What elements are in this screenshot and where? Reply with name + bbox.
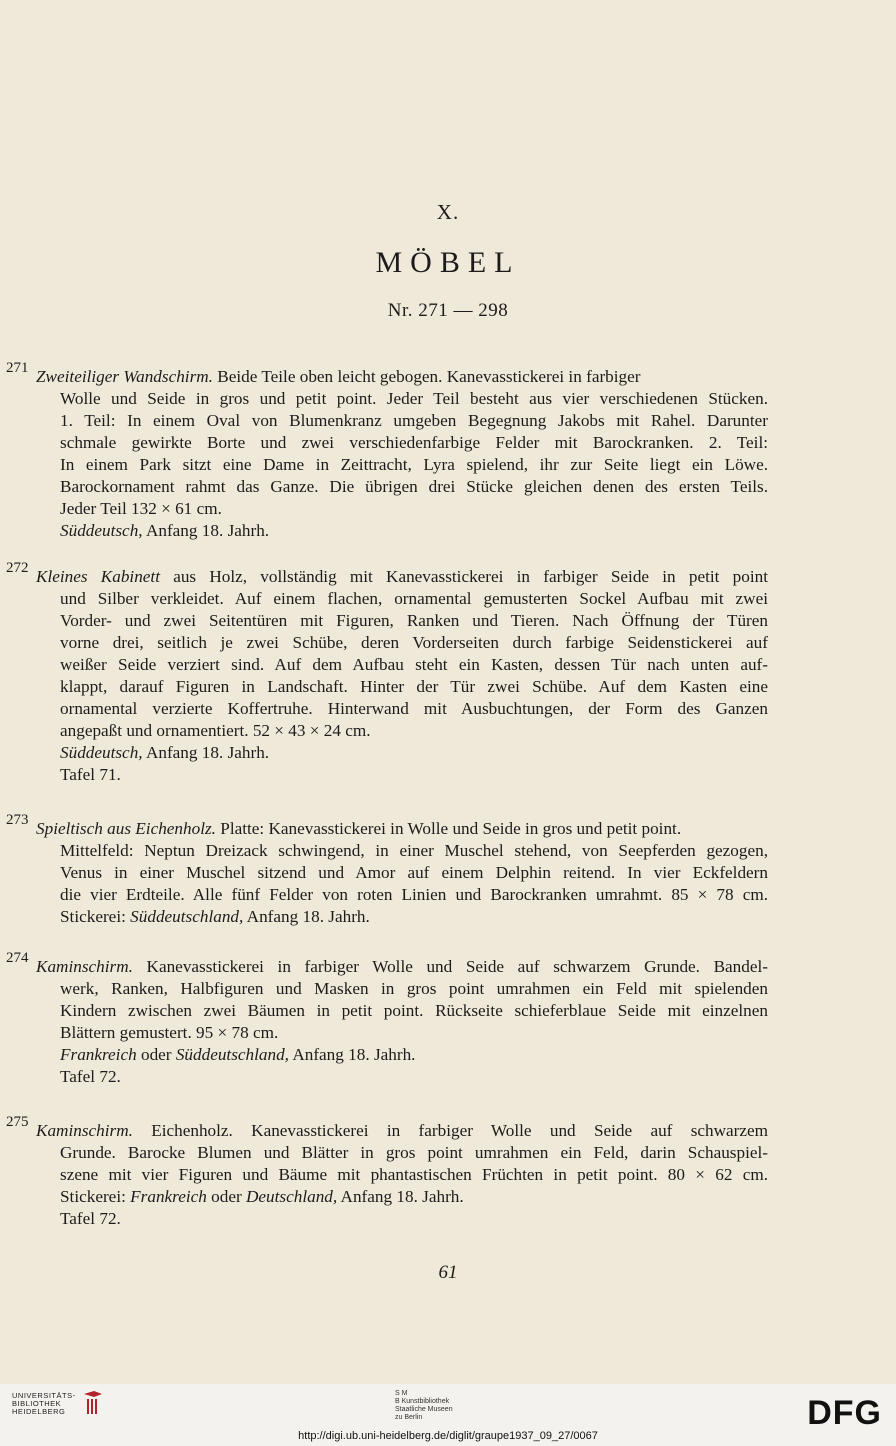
entry-line: szene mit vier Figuren und Bäume mit phantastischen Früchten in petit point. 80 × 62 cm. bbox=[60, 1165, 768, 1184]
entry-line: Tafel 72. bbox=[60, 1209, 121, 1228]
entry-line: Spieltisch aus Eichenholz. Platte: Kanevasstickerei in Wolle und Seide in gros und petit point. bbox=[36, 819, 682, 838]
page-number: 61 bbox=[438, 1262, 458, 1283]
entry-line: Kaminschirm. Kanevasstickerei in farbiger Wolle und Seide auf schwarzem Grunde. Bandel- bbox=[36, 957, 768, 976]
university-library-logo[interactable] bbox=[12, 1392, 76, 1416]
entry-line: Süddeutsch, Anfang 18. Jahrh. bbox=[60, 521, 270, 540]
entry-line: In einem Park sitzt eine Dame in Zeittracht, Lyra spielend, ihr zur Seite liegt ein Löwe. bbox=[60, 455, 768, 474]
entry-italic-term: Süddeutschland, bbox=[175, 1045, 289, 1064]
chapter-number: X. bbox=[436, 200, 460, 224]
entry-line: Stickerei: Frankreich oder Deutschland, Anfang 18. Jahrh. bbox=[60, 1187, 464, 1206]
entry-line: Süddeutsch, Anfang 18. Jahrh. bbox=[60, 743, 270, 762]
chapter-title: MÖBEL bbox=[375, 246, 521, 279]
entry-line: schmale gewirkte Borte und zwei verschiedenfarbige Felder mit Barockranken. 2. Teil: bbox=[60, 433, 768, 452]
entry-italic-term: Süddeutschland, bbox=[130, 907, 244, 926]
entry-italic-term: Kaminschirm. bbox=[36, 1121, 133, 1140]
entry-line: 1. Teil: In einem Oval von Blumenkranz umgeben Begegnung Jakobs mit Rahel. Darunter bbox=[60, 411, 768, 430]
dfg-logo[interactable]: DFG bbox=[807, 1394, 882, 1432]
entry-line: Tafel 71. bbox=[60, 765, 121, 784]
entry-line: Blättern gemustert. 95 × 78 cm. bbox=[60, 1023, 279, 1042]
entry-line: weißer Seide verziert sind. Auf dem Aufbau steht ein Kasten, dessen Tür nach unten auf- bbox=[60, 655, 768, 674]
entry-line: Kleines Kabinett aus Holz, vollständig mit Kanevasstickerei in farbiger Seide in petit point bbox=[36, 567, 768, 586]
entry-italic-term: Kleines Kabinett bbox=[36, 567, 160, 586]
entry-italic-term: Süddeutsch, bbox=[60, 521, 143, 540]
university-logo-line: HEIDELBERG bbox=[12, 1407, 66, 1416]
smb-logo-line: B Kunstbibliothek bbox=[395, 1398, 450, 1405]
entry-italic-term: Frankreich bbox=[130, 1187, 207, 1206]
university-logo-line: BIBLIOTHEK bbox=[12, 1399, 62, 1408]
university-mark-icon bbox=[82, 1390, 104, 1416]
entry-line: Vorder- und zwei Seitentüren mit Figuren, Ranken und Tieren. Nach Öffnung der Türen bbox=[60, 611, 768, 630]
entry-line: klappt, darauf Figuren in Landschaft. Hinter der Tür zwei Schübe. Auf dem Kasten eine bbox=[60, 677, 768, 696]
chapter-range: Nr. 271 — 298 bbox=[387, 300, 509, 321]
entry-line: Wolle und Seide in gros und petit point. Jeder Teil besteht aus vier verschiedenen Stücken. bbox=[60, 389, 768, 408]
entry-line: Tafel 72. bbox=[60, 1067, 121, 1086]
entry-italic-term: Süddeutsch, bbox=[60, 743, 143, 762]
entry-number: 271 bbox=[6, 360, 29, 376]
smb-logo-line: Staatliche Museen bbox=[395, 1406, 453, 1413]
entry-italic-term: Deutschland, bbox=[246, 1187, 338, 1206]
smb-logo[interactable] bbox=[395, 1390, 453, 1422]
entry-number: 273 bbox=[6, 812, 29, 828]
entry-line: Venus in einer Muschel sitzend und Amor auf einem Delphin reitend. In vier Eckfeldern bbox=[60, 863, 768, 882]
entry-line: Kaminschirm. Eichenholz. Kanevasstickerei in farbiger Wolle und Seide auf schwarzem bbox=[36, 1121, 768, 1140]
entry-line: Stickerei: Süddeutschland, Anfang 18. Jahrh. bbox=[60, 907, 370, 926]
entry-line: Mittelfeld: Neptun Dreizack schwingend, in einer Muschel stehend, von Seepferden gezogen, bbox=[60, 841, 768, 860]
university-logo-line: UNIVERSITÄTS- bbox=[12, 1391, 76, 1400]
entry-line: die vier Erdteile. Alle fünf Felder von roten Linien und Barockranken umrahmt. 85 × 78 cm. bbox=[60, 885, 768, 904]
entry-italic-term: Zweiteiliger Wandschirm. bbox=[36, 367, 213, 386]
smb-logo-line: zu Berlin bbox=[395, 1414, 423, 1421]
permalink-url[interactable]: http://digi.ub.uni-heidelberg.de/diglit/graupe1937_09_27/0067 bbox=[298, 1430, 598, 1442]
entry-line: Barockornament rahmt das Ganze. Die übrigen drei Stücke gleichen denen des ersten Teils. bbox=[60, 477, 768, 496]
footer-bar bbox=[0, 1384, 896, 1446]
entry-line: werk, Ranken, Halbfiguren und Masken in gros point umrahmen ein Feld mit spielenden bbox=[60, 979, 768, 998]
entry-number: 272 bbox=[6, 560, 29, 576]
entry-line: Jeder Teil 132 × 61 cm. bbox=[60, 499, 222, 518]
entry-line: Frankreich oder Süddeutschland, Anfang 18. Jahrh. bbox=[60, 1045, 416, 1064]
entry-line: Grunde. Barocke Blumen und Blätter in gros point umrahmen ein Feld, darin Schauspiel- bbox=[60, 1143, 768, 1162]
smb-logo-line: S M bbox=[395, 1390, 408, 1397]
entry-italic-term: Kaminschirm. bbox=[36, 957, 133, 976]
entry-number: 274 bbox=[6, 950, 29, 966]
entry-line: Kindern zwischen zwei Bäumen in petit point. Rückseite schieferblaue Seide mit einzelnen bbox=[60, 1001, 768, 1020]
entry-line: angepaßt und ornamentiert. 52 × 43 × 24 cm. bbox=[60, 721, 371, 740]
entry-line: Zweiteiliger Wandschirm. Beide Teile oben leicht gebogen. Kanevasstickerei in farbiger bbox=[36, 367, 641, 386]
entry-line: ornamental verzierte Koffertruhe. Hinterwand mit Ausbuchtungen, der Form des Ganzen bbox=[60, 699, 768, 718]
entry-line: und Silber verkleidet. Auf einem flachen, ornamental gemusterten Sockel Aufbau mit zwei bbox=[60, 589, 768, 608]
entry-italic-term: Spieltisch aus Eichenholz. bbox=[36, 819, 216, 838]
entry-number: 275 bbox=[6, 1114, 29, 1130]
entry-italic-term: Frankreich bbox=[60, 1045, 137, 1064]
entry-line: vorne drei, seitlich je zwei Schübe, deren Vorderseiten durch farbige Seidenstickerei auf bbox=[60, 633, 768, 652]
